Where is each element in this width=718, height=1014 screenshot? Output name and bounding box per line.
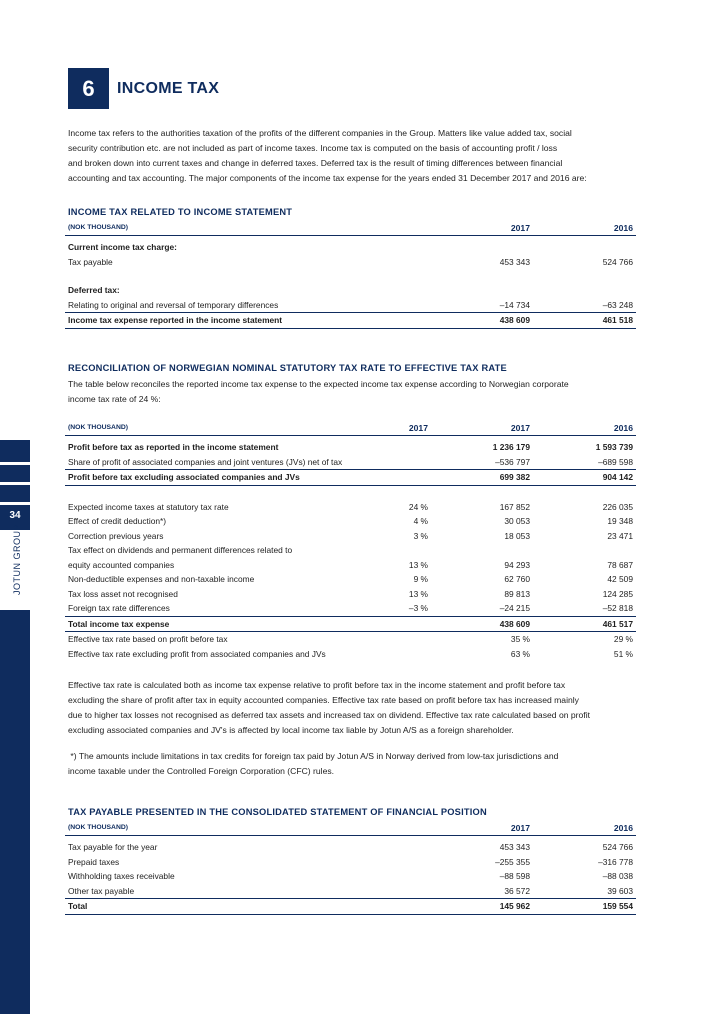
intro-paragraph xyxy=(68,126,638,186)
total-row xyxy=(65,899,636,915)
value-2017: 62 760 xyxy=(504,574,530,584)
side-divider xyxy=(0,462,30,465)
explain-line: excluding associated companies and JV's is affected by local income tax liable by Jotun A/S as a foreign shareholder. xyxy=(68,725,514,735)
value-2017: 699 382 xyxy=(499,472,530,482)
subtotal-row xyxy=(65,470,636,486)
row-label: Expected income taxes at statutory tax rate xyxy=(68,501,229,512)
value-2017: 36 572 xyxy=(504,885,530,896)
table-header xyxy=(65,221,636,236)
section-number: 6 xyxy=(68,68,109,109)
value-2017: 35 % xyxy=(510,634,530,644)
row-label: Withholding taxes receivable xyxy=(68,871,175,881)
value-2016: 226 035 xyxy=(602,501,633,512)
value-2017: 18 053 xyxy=(504,530,530,541)
value-2016: 39 603 xyxy=(607,885,633,896)
footnote-line: *) The amounts include limitations in tax credits for foreign tax paid by Jotun A/S in Norway derived from low-tax jurisdictions and xyxy=(68,751,559,761)
value-2016: –63 248 xyxy=(602,299,633,310)
table3-title: TAX PAYABLE PRESENTED IN THE CONSOLIDATED STATEMENT OF FINANCIAL POSITION xyxy=(68,807,487,817)
value-2016: 461 517 xyxy=(602,618,633,629)
rate-2017: 4 % xyxy=(413,516,428,526)
company-label: JOTUN GROUP xyxy=(12,523,22,595)
value-2016: 29 % xyxy=(613,634,633,644)
row-label: Other tax payable xyxy=(68,885,135,896)
row-label: Total xyxy=(68,901,88,911)
row-label: Prepaid taxes xyxy=(68,856,120,867)
total-row xyxy=(65,313,636,329)
row-label: Total income tax expense xyxy=(68,618,170,629)
intro-line: and broken down into current taxes and change in deferred taxes. Deferred tax is the result of timing differences between financial xyxy=(68,158,563,168)
rate-2017: 9 % xyxy=(413,574,428,584)
table-row xyxy=(65,240,636,255)
side-divider xyxy=(0,482,30,485)
table-row xyxy=(65,440,636,455)
value-2016: 51 % xyxy=(613,648,633,659)
table-row xyxy=(65,298,636,314)
row-label: Income tax expense reported in the income statement xyxy=(68,315,283,325)
value-2017: 438 609 xyxy=(499,618,530,629)
row-label: equity accounted companies xyxy=(68,559,175,570)
income-statement-table xyxy=(65,221,636,329)
col-2017: 2017 xyxy=(510,823,530,833)
row-label: Effective tax rate based on profit before tax xyxy=(68,634,228,644)
value-2017: 30 053 xyxy=(504,516,530,526)
value-2017: 89 813 xyxy=(504,588,530,599)
table-row xyxy=(65,632,636,647)
table2-title: RECONCILIATION OF NORWEGIAN NOMINAL STATUTORY TAX RATE TO EFFECTIVE TAX RATE xyxy=(68,363,507,373)
unit-label: (NOK THOUSAND) xyxy=(68,224,129,231)
table-row xyxy=(65,529,636,544)
value-2016: 19 348 xyxy=(607,516,633,526)
row-label: Profit before tax as reported in the income statement xyxy=(68,442,279,452)
value-2016: –52 818 xyxy=(602,603,633,613)
value-2017: 453 343 xyxy=(499,842,530,852)
value-2016: –689 598 xyxy=(598,456,633,467)
table2-intro xyxy=(68,377,638,407)
table-row xyxy=(65,855,636,870)
value-2017: 145 962 xyxy=(499,901,530,911)
table-row xyxy=(65,558,636,573)
footnote xyxy=(68,749,638,779)
table-row xyxy=(65,647,636,662)
value-2017: –24 215 xyxy=(499,603,530,613)
col-2016: 2016 xyxy=(613,423,633,433)
row-label: Deferred tax: xyxy=(68,285,120,295)
value-2017: 438 609 xyxy=(499,315,530,325)
rate-2017: –3 % xyxy=(408,603,428,613)
row-label: Non-deductible expenses and non-taxable income xyxy=(68,574,255,584)
value-2016: –88 038 xyxy=(602,871,633,881)
value-2017: –255 355 xyxy=(495,856,530,867)
row-label: Effect of credit deduction*) xyxy=(68,516,167,526)
value-2016: 524 766 xyxy=(602,256,633,267)
table-row xyxy=(65,869,636,884)
section-title: INCOME TAX xyxy=(117,80,220,97)
table1-title: INCOME TAX RELATED TO INCOME STATEMENT xyxy=(68,207,293,217)
row-label: Tax loss asset not recognised xyxy=(68,588,178,599)
rate-2017: 13 % xyxy=(408,559,428,570)
rate-2017: 3 % xyxy=(413,530,428,541)
value-2017: 63 % xyxy=(510,648,530,659)
value-2017: –14 734 xyxy=(499,299,530,310)
rate-2017: 24 % xyxy=(408,501,428,512)
table-header xyxy=(65,821,636,836)
table-row xyxy=(65,601,636,617)
value-2016: 78 687 xyxy=(607,559,633,570)
row-label: Share of profit of associated companies and joint ventures (JVs) net of tax xyxy=(68,456,343,467)
value-2017: 1 236 179 xyxy=(492,442,530,452)
value-2017: –88 598 xyxy=(499,871,530,881)
footnote-line: income taxable under the Controlled Foreign Corporation (CFC) rules. xyxy=(68,766,335,776)
col-rate-2017: 2017 xyxy=(408,423,428,433)
value-2016: 23 471 xyxy=(607,530,633,541)
row-label: Current income tax charge: xyxy=(68,242,177,252)
table-header xyxy=(65,421,636,436)
explain-line: due to higher tax losses not recognised as deferred tax assets and increased tax on dividend. Effective tax rate calculated based on profit xyxy=(68,710,590,720)
total-row xyxy=(65,617,636,633)
unit-label: (NOK THOUSAND) xyxy=(68,824,129,831)
table-row xyxy=(65,500,636,515)
explain-line: excluding the share of profit after tax in equity accounted companies. Effective tax rate based on profit before tax has increased mainly xyxy=(68,695,579,705)
value-2016: 124 285 xyxy=(602,588,633,599)
value-2017: –536 797 xyxy=(495,456,530,467)
effective-rate-explanation xyxy=(68,678,638,738)
table-row xyxy=(65,255,636,270)
col-2016: 2016 xyxy=(613,823,633,833)
unit-label: (NOK THOUSAND) xyxy=(68,424,129,431)
row-label: Relating to original and reversal of temporary differences xyxy=(68,299,279,310)
table-row xyxy=(65,587,636,602)
row-label: Effective tax rate excluding profit from associated companies and JVs xyxy=(68,648,326,659)
explain-line: Effective tax rate is calculated both as income tax expense relative to profit before tax in the income statement and profit before tax xyxy=(68,680,566,690)
intro-line: income tax rate of 24 %: xyxy=(68,394,161,404)
value-2016: 461 518 xyxy=(602,315,633,325)
row-label: Tax effect on dividends and permanent differences related to xyxy=(68,545,293,555)
value-2016: –316 778 xyxy=(598,856,633,867)
value-2017: 453 343 xyxy=(499,256,530,267)
col-2017: 2017 xyxy=(510,223,530,233)
table-row xyxy=(65,840,636,855)
table-row xyxy=(65,572,636,587)
intro-line: accounting and tax accounting. The major components of the income tax expense for the years ended 31 December 2017 and 2016 are: xyxy=(68,173,587,183)
value-2016: 904 142 xyxy=(602,472,633,482)
page-number: 34 xyxy=(0,505,30,527)
tax-payable-table xyxy=(65,821,636,915)
value-2017: 94 293 xyxy=(504,559,530,570)
value-2016: 1 593 739 xyxy=(595,442,633,452)
intro-line: security contribution etc. are not included as part of income taxes. Income tax is computed on the basis of accounting profit / loss xyxy=(68,143,558,153)
table-row xyxy=(65,884,636,900)
value-2016: 42 509 xyxy=(607,574,633,584)
intro-line: Income tax refers to the authorities taxation of the profits of the different companies in the Group. Matters like value added tax, social xyxy=(68,128,572,138)
col-2016: 2016 xyxy=(613,223,633,233)
table-row xyxy=(65,514,636,529)
reconciliation-table xyxy=(65,421,636,661)
value-2016: 159 554 xyxy=(602,901,633,911)
side-label-area xyxy=(0,523,30,610)
row-label: Tax payable for the year xyxy=(68,842,158,852)
value-2016: 524 766 xyxy=(602,842,633,852)
rate-2017: 13 % xyxy=(408,588,428,599)
intro-line: The table below reconciles the reported income tax expense to the expected income tax expense according to Norwegian corporate xyxy=(68,379,569,389)
table-row xyxy=(65,543,636,558)
col-2017: 2017 xyxy=(510,423,530,433)
row-label: Correction previous years xyxy=(68,530,164,541)
row-label: Tax payable xyxy=(68,256,113,267)
row-label: Profit before tax excluding associated companies and JVs xyxy=(68,472,300,482)
table-row xyxy=(65,455,636,471)
row-label: Foreign tax rate differences xyxy=(68,603,170,613)
table-row xyxy=(65,283,636,298)
value-2017: 167 852 xyxy=(499,501,530,512)
